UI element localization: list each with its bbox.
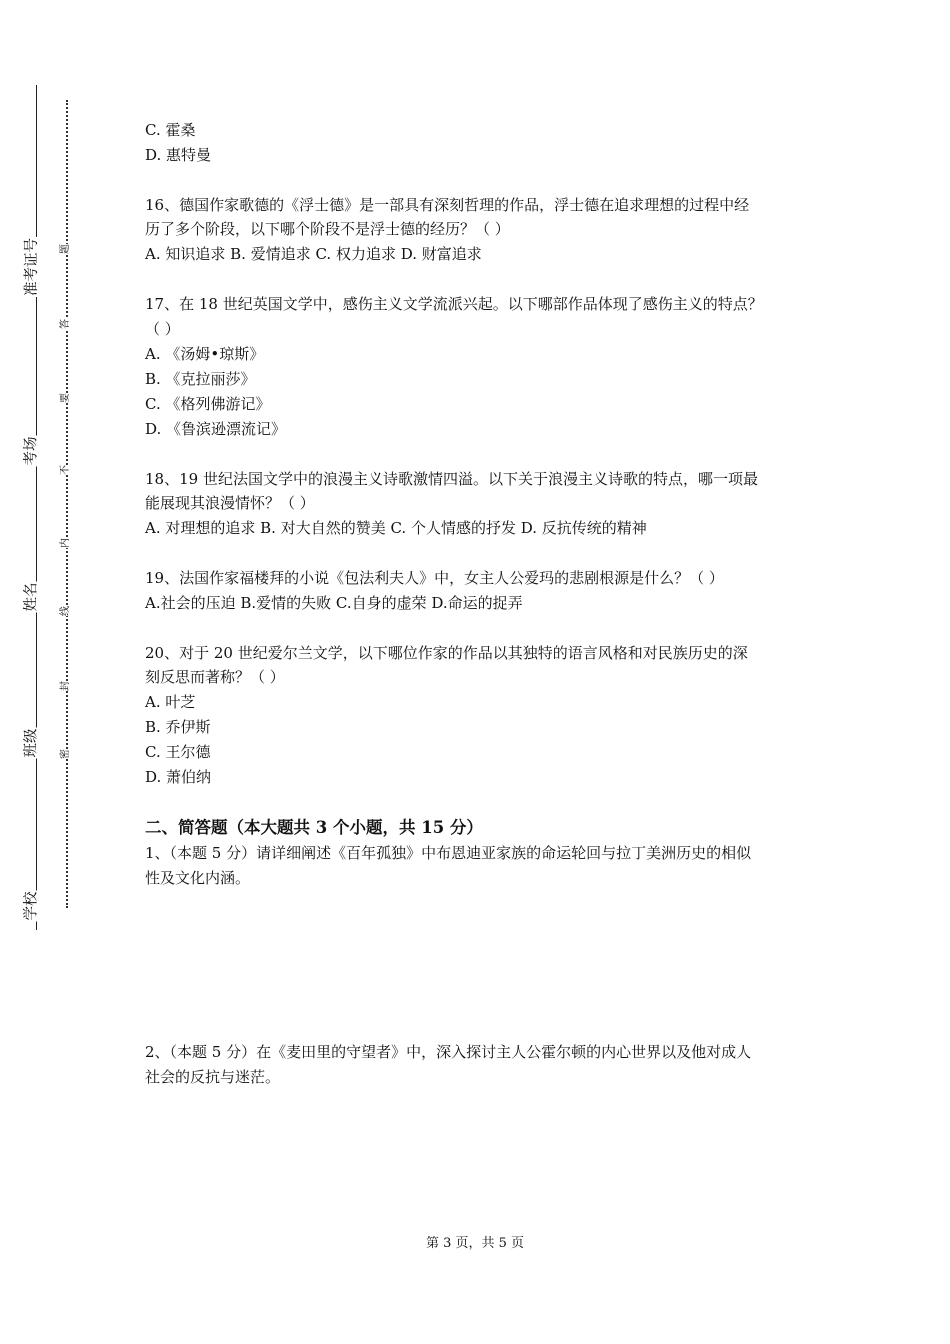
q16-options: A. 知识追求 B. 爱情追求 C. 权力追求 D. 财富追求 — [145, 245, 482, 263]
q17-option-a: A. 《汤姆•琼斯》 — [145, 345, 265, 363]
q18-options: A. 对理想的追求 B. 对大自然的赞美 C. 个人情感的抒发 D. 反抗传统的精神 — [145, 519, 647, 537]
q20-option-d: D. 萧伯纳 — [145, 768, 212, 786]
binding-field-school: 学校 — [23, 891, 40, 921]
binding-solid-line — [36, 85, 37, 930]
section-heading: 二、简答题（本大题共 3 个小题，共 15 分） — [145, 818, 483, 837]
q20-text-line2: 刻反思而著称？（ ） — [145, 668, 285, 686]
q20-option-b: B. 乔伊斯 — [145, 718, 211, 736]
binding-field-exam-id: 准考证号 — [24, 238, 40, 296]
binding-field-exam-room: 考场 — [23, 436, 40, 466]
seal-char: 封 — [60, 681, 71, 691]
q17-option-d: D. 《鲁滨逊漂流记》 — [145, 420, 287, 438]
q20-option-a: A. 叶芝 — [145, 693, 196, 711]
seal-char: 线 — [60, 606, 71, 616]
q20-text-line1: 20、对于 20 世纪爱尔兰文学，以下哪位作家的作品以其独特的语言风格和对民族历史的深 — [145, 644, 748, 662]
q18-text-line2: 能展现其浪漫情怀？（ ） — [145, 494, 315, 512]
q16-text-line1: 16、德国作家歌德的《浮士德》是一部具有深刻哲理的作品，浮士德在追求理想的过程中经 — [145, 196, 750, 214]
q20-option-c: C. 王尔德 — [145, 743, 211, 761]
q17-text-line2: （ ） — [145, 320, 180, 338]
short-q1-line1: 1、（本题 5 分）请详细阐述《百年孤独》中布恩迪亚家族的命运轮回与拉丁美洲历史的相似 — [145, 844, 752, 862]
q18-text-line1: 18、19 世纪法国文学中的浪漫主义诗歌激情四溢。以下关于浪漫主义诗歌的特点，哪一项最 — [145, 470, 758, 488]
page-number: 第 3 页，共 5 页 — [425, 1236, 525, 1251]
q15-option-c: C. 霍桑 — [145, 121, 196, 139]
binding-field-class: 班级 — [23, 728, 40, 758]
q17-text-line1: 17、在 18 世纪英国文学中，感伤主义文学流派兴起。以下哪部作品体现了感伤主义的特点？ — [145, 295, 763, 313]
q17-option-b: B. 《克拉丽莎》 — [145, 370, 256, 388]
seal-char: 内 — [60, 538, 71, 548]
seal-char: 不 — [60, 465, 71, 475]
short-q2-line2: 社会的反抗与迷茫。 — [145, 1068, 281, 1086]
q19-text-line1: 19、法国作家福楼拜的小说《包法利夫人》中，女主人公爱玛的悲剧根源是什么？（ ） — [145, 569, 724, 587]
short-q2-line1: 2、（本题 5 分）在《麦田里的守望者》中，深入探讨主人公霍尔顿的内心世界以及他对成人 — [145, 1043, 752, 1061]
seal-char: 密 — [60, 749, 71, 759]
seal-char: 题 — [60, 244, 71, 254]
q15-option-d: D. 惠特曼 — [145, 146, 212, 164]
binding-field-name: 姓名 — [23, 582, 40, 612]
q19-options: A.社会的压迫 B.爱情的失败 C.自身的虚荣 D.命运的捉弄 — [145, 594, 523, 612]
binding-dotted-line — [66, 100, 68, 908]
seal-char: 答 — [60, 319, 71, 329]
short-q1-line2: 性及文化内涵。 — [145, 869, 251, 887]
q17-option-c: C. 《格列佛游记》 — [145, 395, 271, 413]
q16-text-line2: 历了多个阶段，以下哪个阶段不是浮士德的经历？（ ） — [145, 220, 510, 238]
seal-char: 要 — [60, 393, 71, 403]
